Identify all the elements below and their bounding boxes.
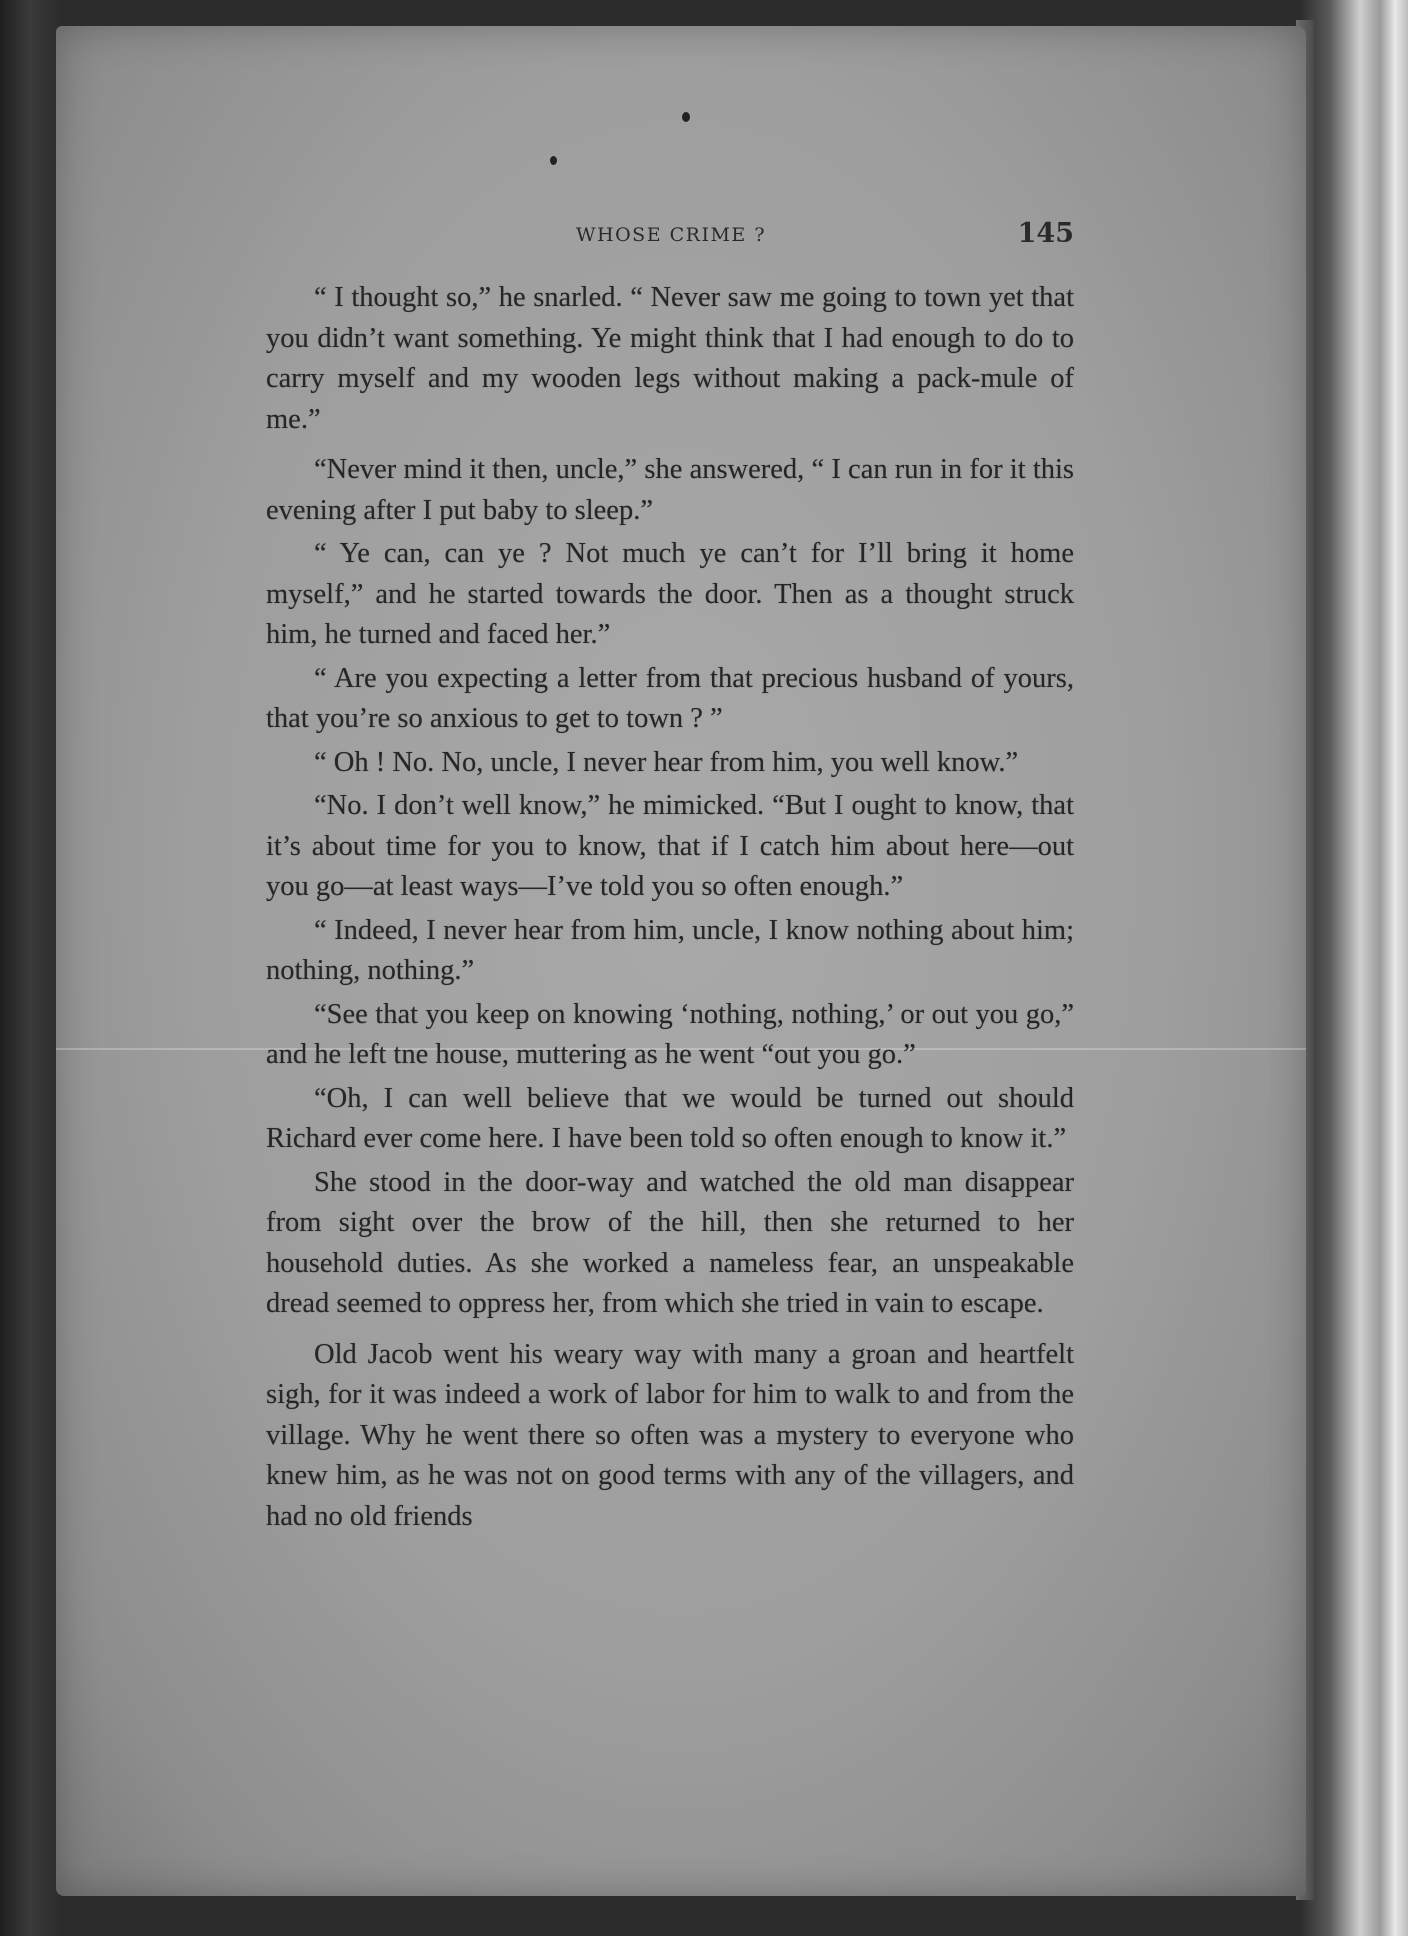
paragraph: “ Oh ! No. No, uncle, I never hear from him, you well know.” xyxy=(314,746,1019,778)
paragraph: “ Indeed, I never hear from him, uncle, I know nothing about him; nothing, nothing.” xyxy=(266,914,1074,986)
body-text xyxy=(266,278,1074,1540)
paragraph: “ I thought so,” he snarled. “ Never saw me going to town yet that you didn’t want something. Ye might think that I had enough to do to carry myself and my wooden legs without making a pack-mule of me.” xyxy=(266,282,1074,435)
page-header xyxy=(268,218,1074,254)
page-number: 145 xyxy=(1017,218,1074,249)
paragraph: “Oh, I can well believe that we would be turned out should Richard ever come here. I have been told so often enough to know it.” xyxy=(266,1082,1074,1154)
running-title: WHOSE CRIME ? xyxy=(576,224,766,246)
ink-speck xyxy=(550,156,557,165)
paragraph: “ Are you expecting a letter from that precious husband of yours, that you’re so anxious to get to town ? ” xyxy=(266,662,1074,734)
paragraph: “No. I don’t well know,” he mimicked. “But I ought to know, that it’s about time for you to know, that if I catch him about here—out you go—at least ways—I’ve told you so often enough.” xyxy=(266,790,1074,902)
paragraph: Old Jacob went his weary way with many a groan and heartfelt sigh, for it was indeed a work of labor for him to walk to and from the village. Why he went there so often was a mystery to everyone who knew him, as he was not on good terms with any of the villagers, and had no old friends xyxy=(266,1338,1074,1532)
paragraph: “Never mind it then, uncle,” she answered, “ I can run in for it this evening after I put baby to sleep.” xyxy=(266,454,1074,526)
paragraph: “ Ye can, can ye ? Not much ye can’t for I’ll bring it home myself,” and he started towards the door. Then as a thought struck him, he turned and faced her.” xyxy=(266,538,1074,650)
paragraph: She stood in the door-way and watched the old man disappear from sight over the brow of the hill, then she returned to her household duties. As she worked a nameless fear, an unspeakable dread seemed to oppress her, from which she tried in vain to escape. xyxy=(266,1166,1074,1319)
ink-speck xyxy=(682,112,690,122)
paragraph: “See that you keep on knowing ‘nothing, nothing,’ or out you go,” and he left tne house, muttering as he went “out you go.” xyxy=(266,998,1074,1070)
